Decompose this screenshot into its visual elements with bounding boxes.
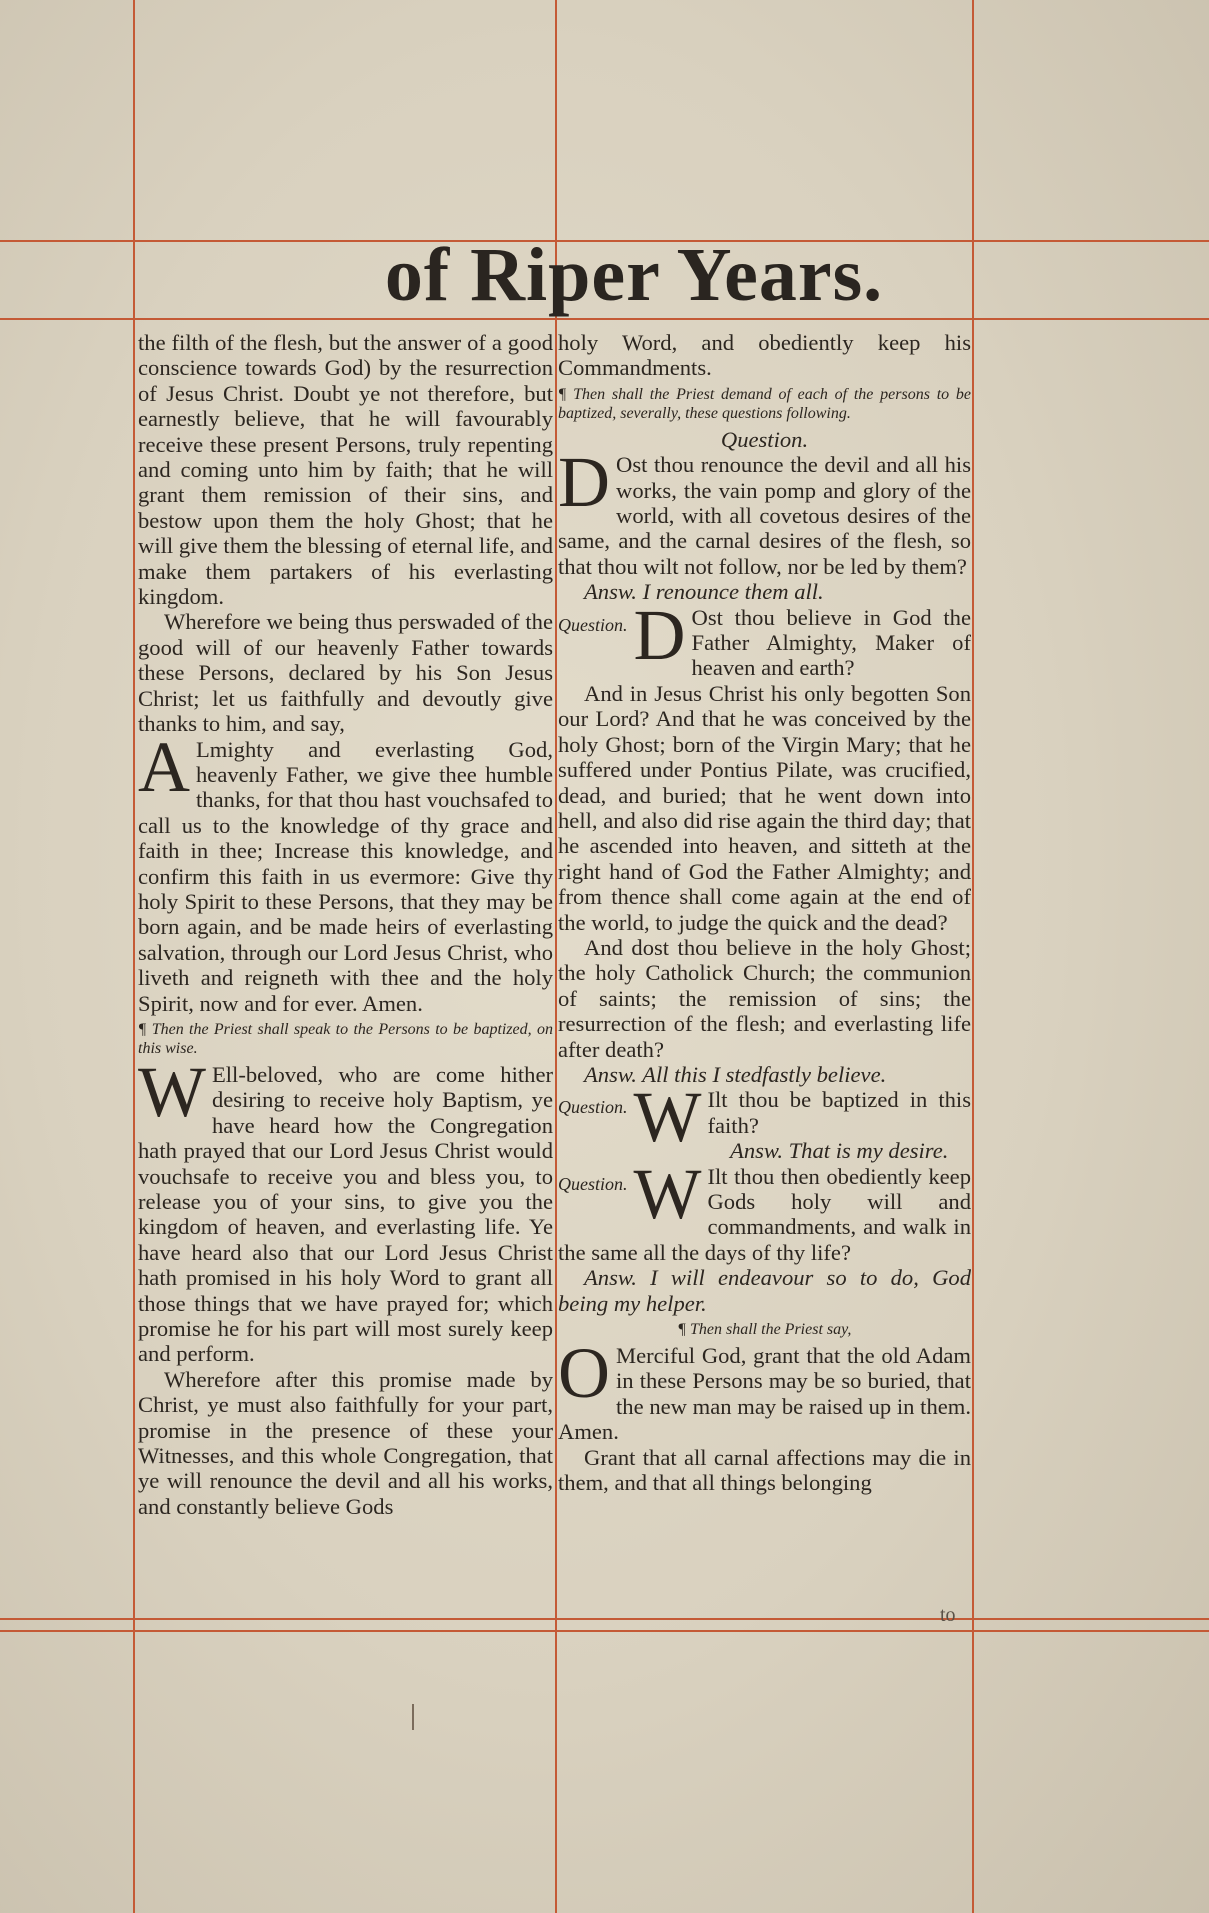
drop-cap-o: O [558, 1333, 610, 1414]
thanksgiving-text: Lmighty and everlasting God, heavenly Father, we give thee humble thanks, for that thou hast vouchsafed to call us to the knowledge of thy grace and faith in thee; Increase this knowledge, and confirm this faith in us evermore: Give thy holy Spirit to these Persons, that they may be born again, and be made heirs of everlasting salvation, through our Lord Jesus Christ, who liveth and reigneth with thee and the holy Spirit, now and for ever. Amen. [138, 736, 553, 1016]
creed-holy-ghost: And dost thou believe in the holy Ghost; the holy Catholick Church; the communion of saints; the remission of sins; the resurrection of the flesh; and everlasting life after death? [558, 934, 971, 1062]
question-believe-text: Ost thou believe in God the Father Almighty, Maker of heaven and earth? [691, 604, 971, 681]
answer-obey: Answ. I will endeavour so to do, God being my helper. [558, 1265, 971, 1316]
right-paragraph-1: holy Word, and obediently keep his Commandments. [558, 330, 971, 381]
right-paragraph-last: Grant that all carnal affections may die in them, and that all things belonging [558, 1444, 971, 1496]
exhortation-text: Ell-beloved, who are come hither desiring to receive holy Baptism, ye have heard how the Congregation hath prayed that our Lord Jesus Christ would vouchsafe to receive you and bless you, to release you of your sins, to give you the kingdom of heaven, and everlasting life. Ye have heard also that our Lord Jesus Christ hath promised in his holy Word to grant all those things that we have prayed for; which promise he for his part will most surely keep and perform. [138, 1061, 553, 1367]
question-baptized-text: Ilt thou be baptized in this faith? [707, 1087, 971, 1138]
left-paragraph-1: the filth of the flesh, but the answer of a good conscience towards God) by the resurrection of Jesus Christ. Doubt ye not therefore, but earnestly believe, that he will favourably receive these present Persons, truly repenting and coming unto him by faith; that he will grant them remission of their sins, and bestow upon them the holy Ghost; that he will give them the blessing of eternal life, and make them partakers of his everlasting kingdom. [138, 330, 553, 610]
drop-cap-w: W [138, 1051, 206, 1132]
rubric-questions: ¶ Then shall the Priest demand of each of the persons to be baptized, severally, these questions following. [558, 385, 971, 422]
question-renounce [558, 442, 971, 579]
question-heading: Question. [720, 426, 809, 452]
drop-cap-w-1: W [633, 1077, 702, 1158]
creed-jesus: And in Jesus Christ his only begotten Son our Lord? And that he was conceived by the holy Ghost; born of the Virgin Mary; that he suffered under Pontius Pilate, was crucified, dead, and buried; that he went down into hell, and also did rise again the third day; that he ascended into heaven, and sitteth at the right hand of God the Father Almighty; and from thence shall come again at the end of the world, to judge the quick and the dead? [558, 680, 971, 935]
left-paragraph-2: Wherefore we being thus perswaded of the good will of our heavenly Father towards these Persons, declared by his Son Jesus Christ; let us faithfully and devoutly give thanks to him, and say, [138, 609, 553, 737]
rubric-priest-say: ¶ Then shall the Priest say, [677, 1321, 852, 1339]
paper-mark [412, 1704, 414, 1730]
answer-believe: Answ. All this I stedfastly believe. [584, 1061, 887, 1087]
exhortation [138, 1051, 553, 1367]
thanksgiving-prayer [138, 726, 553, 1016]
drop-cap-d-2: D [633, 594, 686, 675]
catchword: to [940, 1604, 956, 1626]
drop-cap-a: A [138, 726, 190, 807]
question-obey [558, 1153, 971, 1266]
left-column [138, 330, 553, 1605]
rule-bottom-2 [0, 1630, 1209, 1632]
drop-cap-w-2: W [633, 1153, 702, 1234]
prayer-merciful-text: Merciful God, grant that the old Adam in these Persons may be so buried, that the new man may be raised up in them. Amen. [558, 1343, 971, 1445]
question-label: Question. [558, 1097, 628, 1118]
question-believe [558, 594, 971, 681]
question-label: Question. [558, 1173, 628, 1194]
question-label: Question. [558, 614, 628, 635]
answer-renounce: Answ. I renounce them all. [584, 579, 824, 605]
left-paragraph-3: Wherefore after this promise made by Christ, ye must also faithfully for your part, promise in the presence of these your Witnesses, and this whole Congregation, that ye will renounce the devil and all his works, and constantly believe Gods [138, 1366, 553, 1519]
question-renounce-text: Ost thou renounce the devil and all his works, the vain pomp and glory of the world, with all covetous desires of the same, and the carnal desires of the flesh, so that thou wilt not follow, nor be led by them? [558, 452, 971, 579]
rule-bottom-1 [0, 1618, 1209, 1620]
rubric-exhortation: ¶ Then the Priest shall speak to the Persons to be baptized, on this wise. [138, 1020, 553, 1057]
drop-cap-d-1: D [558, 442, 610, 523]
right-column [558, 330, 971, 1605]
question-obey-text: Ilt thou then obediently keep Gods holy will and commandments, and walk in the same all the days of thy life? [558, 1163, 971, 1265]
answer-baptized: Answ. That is my desire. [730, 1138, 949, 1164]
prayer-merciful [558, 1333, 971, 1445]
page-title: of Riper Years. [384, 233, 884, 317]
